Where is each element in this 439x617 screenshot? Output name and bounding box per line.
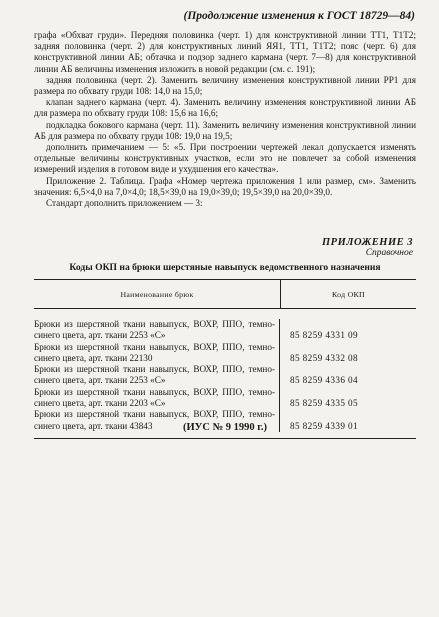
footer-note: (ИУС № 9 1990 г.) [183,422,267,433]
paragraph-3: клапан заднего кармана (черт. 4). Заменить величину изменения конструктивной линии АБ для размера по обхвату груди 108: 15,6 на 16,6; [34,97,416,119]
appendix-title: ПРИЛОЖЕНИЕ 3 [322,237,413,248]
page-header: (Продолжение изменения к ГОСТ 18729—84) [183,10,415,22]
table-row-code: 85 8259 4336 04 [290,375,359,386]
table-row-name: Брюки из шерстяной ткани навыпуск, ВОХР, ППО, темно-синего цвета, арт. ткани 22130 [34,341,275,363]
table-row-name: Брюки из шерстяной ткани навыпуск, ВОХР, ППО, темно-синего цвета, арт. ткани 2253 «С» [34,319,275,341]
table-header [34,280,416,309]
names-column [34,319,280,432]
paragraph-4: подкладка бокового кармана (черт. 11). Заменить величину изменения конструктивной линии АБ для размера по обхвату груди 108: 19,0 на 19,5; [34,119,416,141]
table-row-name: Брюки из шерстяной ткани навыпуск, ВОХР, ППО, темно-синего цвета, арт. ткани 43843 [34,409,275,431]
paragraph-2: задняя половинка (черт. 2). Заменить величину изменения конструктивной линии РР1 для размера по обхвату груди 108: 14,0 на 15,0; [34,74,416,97]
table-caption: Коды ОКП на брюки шерстяные навыпуск ведомственного назначения [69,262,381,273]
table-row-code: 85 8259 4339 01 [290,420,359,431]
paragraph-1: графа «Обхват груди». Передняя половинка (черт. 1) для конструктивной линии ТТ1, Т1Т2; задняя половинка (черт. 2) для конструктивных линий ЯЯ1, ТТ1, Т1Т2; пояс (черт. 6) для конструктивной линии АБ; обтачка и подзор заднего кармана (черт. 7—8) для конструктивной линии АБ величины изменения изложить в новой редакции (см. с. 191); [34,30,416,74]
appendix-heading [322,237,413,258]
table-row-code: 85 8259 4335 05 [290,398,359,409]
table-row-code: 85 8259 4331 09 [290,330,359,341]
header-code: Код ОКП [332,289,365,299]
appendix-subtitle: Справочное [365,248,413,258]
paragraph-6: Приложение 2. Таблица. Графа «Номер чертежа приложения 1 или размер, см». Заменить значения: 6,5×4,0 на 7,0×4,0; 18,5×39,0 на 19,0×39,0; 19,5×39,0 на 20,0×39,0. [34,175,416,197]
table-row-name: Брюки из шерстяной ткани навыпуск, ВОХР, ППО, темно-синего цвета, арт. ткани 2253 «С» [34,364,275,386]
header-name: Наименование брюк [34,280,281,308]
paragraph-7: Стандарт дополнить приложением — 3: [46,198,203,209]
codes-column [280,319,416,432]
paragraph-5: дополнить примечанием — 5: «5. При построении чертежей лекал допускается изменять отдельные величины конструктивных участков, если это не повлечет за собой изменения измерений изделия в готовом виде и ухудшения его качества». [34,142,416,175]
table-row-name: Брюки из шерстяной ткани навыпуск, ВОХР, ППО, темно-синего цвета, арт. ткани 2203 «С» [34,386,275,409]
okp-table [34,279,416,439]
table-row-code: 85 8259 4332 08 [290,352,359,363]
table-body [34,309,416,438]
body-text [34,30,416,209]
